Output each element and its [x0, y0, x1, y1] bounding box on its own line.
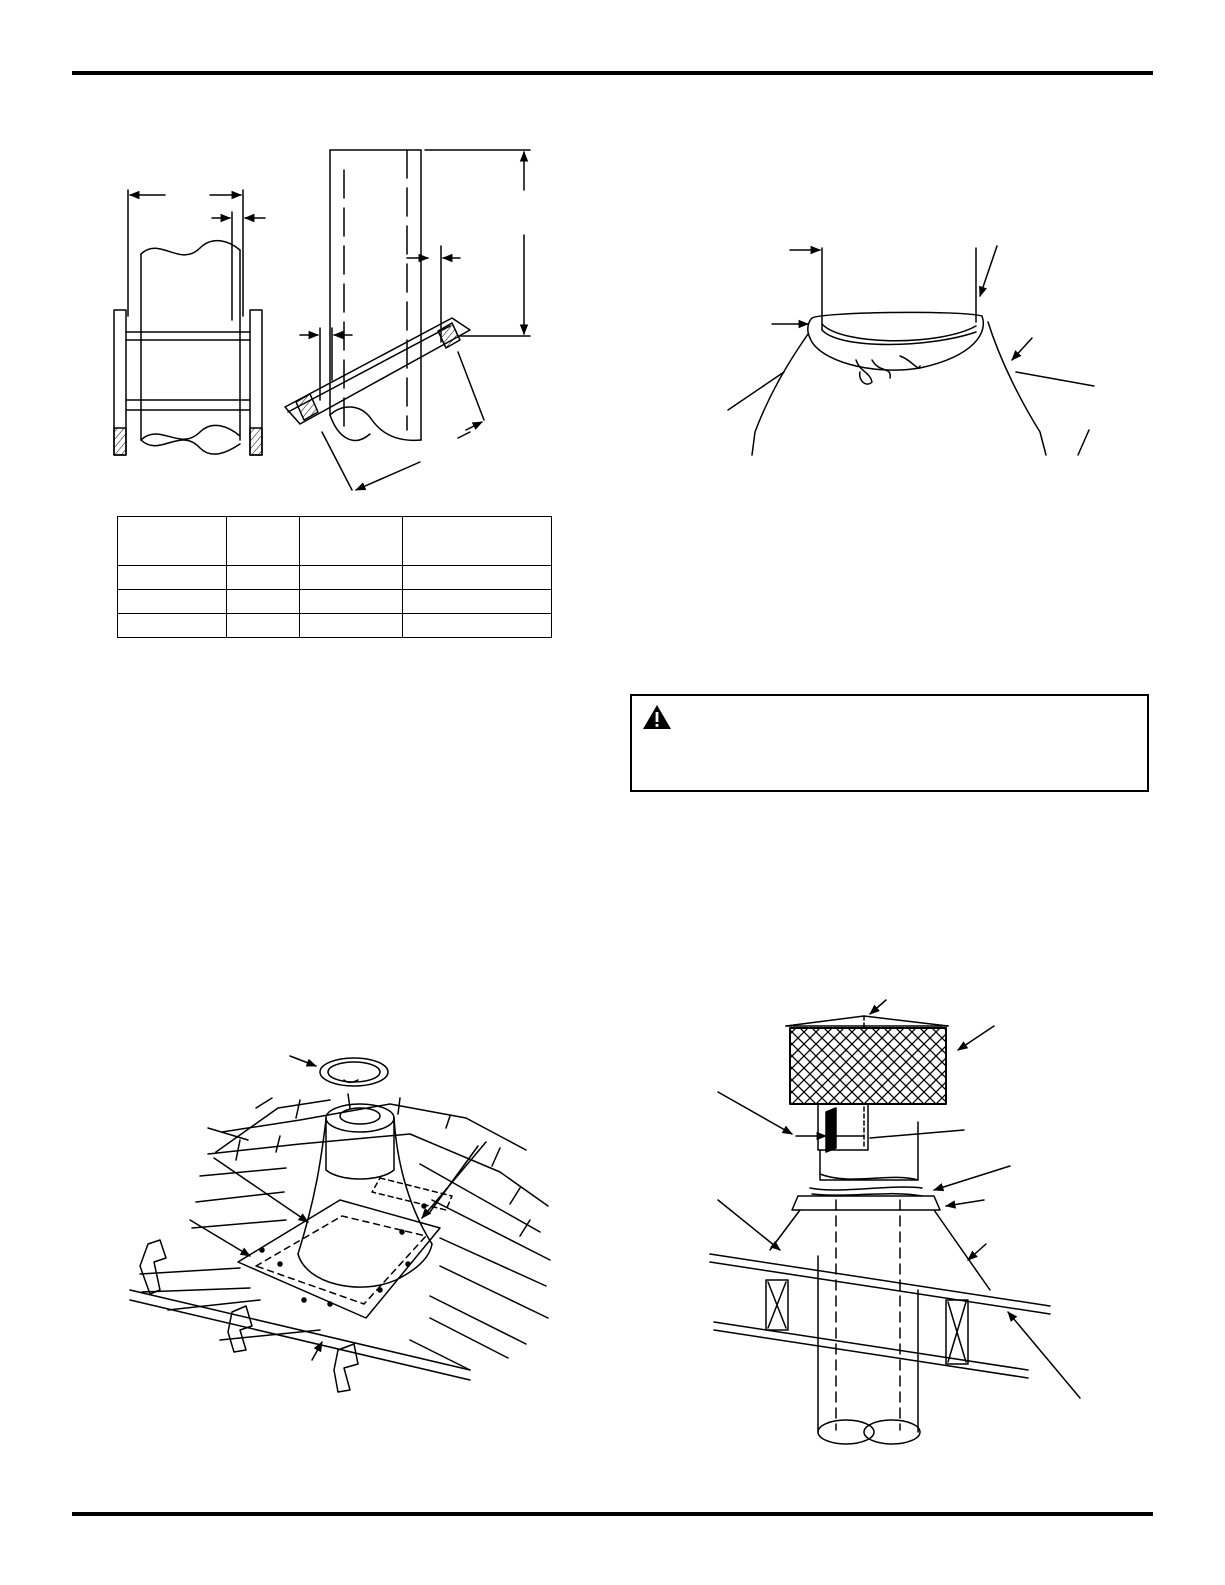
- pipe-clearance-diagram: [114, 150, 530, 490]
- table-cell: [227, 590, 300, 614]
- table-header-row: [118, 517, 552, 566]
- storm-collar-diagram: [728, 246, 1094, 455]
- table-cell: [300, 590, 403, 614]
- table-cell: [300, 566, 403, 590]
- table-row: [118, 590, 552, 614]
- table-cell: [403, 566, 552, 590]
- roof-flashing-diagram: [130, 1056, 550, 1392]
- table-header-cell: [118, 517, 227, 566]
- table-header-cell: [227, 517, 300, 566]
- table-header-cell: [403, 517, 552, 566]
- table-row: [118, 566, 552, 590]
- clearance-table: [117, 516, 552, 638]
- table-cell: [403, 614, 552, 638]
- table-cell: [118, 590, 227, 614]
- warning-triangle-icon: [642, 704, 672, 730]
- table-cell: [403, 590, 552, 614]
- table-row: [118, 614, 552, 638]
- table-cell: [118, 566, 227, 590]
- table-cell: [227, 614, 300, 638]
- table-cell: [300, 614, 403, 638]
- table-header-cell: [300, 517, 403, 566]
- table-cell: [227, 566, 300, 590]
- chimney-cap-diagram: [710, 1000, 1080, 1444]
- table-cell: [118, 614, 227, 638]
- warning-box: [630, 694, 1149, 792]
